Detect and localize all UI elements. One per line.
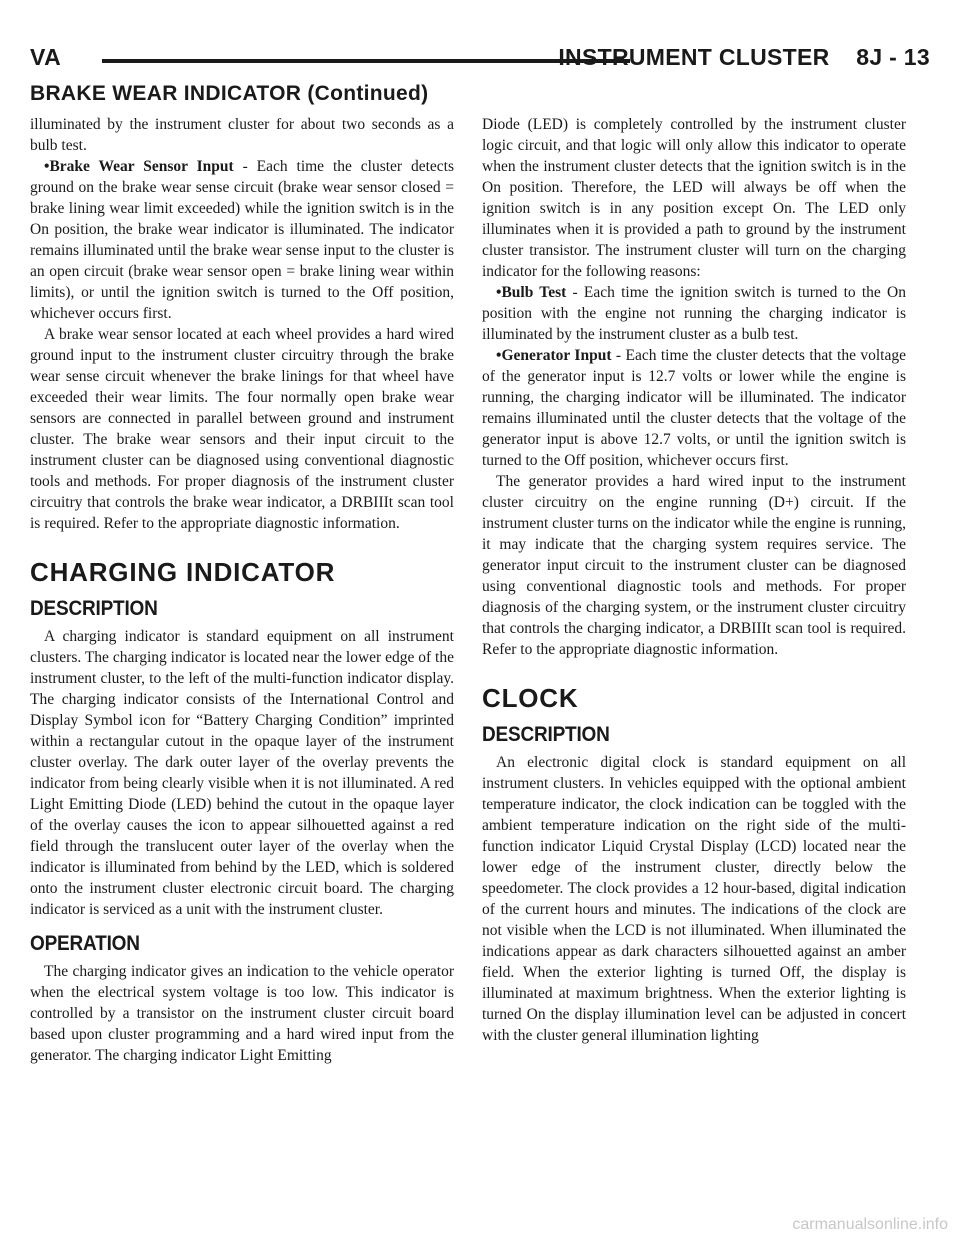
header-section-code: VA bbox=[30, 44, 62, 70]
paragraph: illuminated by the instrument cluster for about two seconds as a bulb test. bbox=[30, 116, 454, 154]
subheading-description: DESCRIPTION bbox=[30, 597, 158, 621]
bullet-term: Brake Wear Sensor Input bbox=[49, 158, 234, 175]
bullet-item bbox=[30, 156, 454, 324]
bullet-item bbox=[482, 345, 906, 471]
bullet-item bbox=[482, 282, 906, 345]
bullet-marker: • bbox=[496, 347, 502, 364]
section-heading-clock: CLOCK bbox=[482, 683, 579, 713]
bullet-marker: • bbox=[44, 158, 50, 175]
subheading-operation: OPERATION bbox=[30, 932, 140, 956]
paragraph: A charging indicator is standard equipment on all instrument clusters. The charging indicator is located near the lower edge of the instrument cluster, to the left of the multi-function indicator display. The charging indicator consists of the International Control and Display Symbol icon for “Battery Charging Condition” imprinted within a rectangular cutout in the opaque layer of the instrument cluster overlay. The dark outer layer of the overlay prevents the indicator from being clearly visible when it is not illuminated. A red Light Emitting Diode (LED) behind the cutout in the opaque layer of the overlay causes the icon to appear silhouetted against a red field through the translucent outer layer of the overlay when the indicator is illuminated from behind by the LED, which is soldered onto the instrument cluster electronic circuit board. The charging indicator is serviced as a unit with the instrument cluster. bbox=[30, 628, 454, 918]
bullet-marker: • bbox=[496, 284, 502, 301]
right-column bbox=[482, 114, 906, 1046]
bullet-text: - Each time the ignition switch is turned to the On position with the engine not running the charging indicator is illuminated by the instrument cluster as a bulb test. bbox=[482, 284, 906, 343]
bullet-term: Bulb Test bbox=[501, 284, 567, 301]
section-heading-charging-indicator: CHARGING INDICATOR bbox=[30, 557, 336, 587]
header-title-page: INSTRUMENT CLUSTER 8J - 13 bbox=[558, 44, 930, 70]
bullet-term: Generator Input bbox=[501, 347, 612, 364]
subheading-description: DESCRIPTION bbox=[482, 723, 610, 747]
watermark: carmanualsonline.info bbox=[792, 1216, 948, 1233]
header-rule bbox=[102, 59, 630, 63]
running-header bbox=[30, 44, 930, 78]
continued-heading: BRAKE WEAR INDICATOR (Continued) bbox=[30, 82, 429, 105]
paragraph: A brake wear sensor located at each wheel provides a hard wired ground input to the instrument cluster circuitry through the brake wear sense circuit whenever the brake linings for that wheel have exceeded their wear limits. The four normally open brake wear sensors are connected in parallel between ground and instrument cluster. The brake wear sensors and their input circuit to the instrument cluster can be diagnosed using conventional diagnostic tools and methods. For proper diagnosis of the instrument cluster circuitry that controls the brake wear indicator, a DRBIIIt scan tool is required. Refer to the appropriate diagnostic information. bbox=[30, 326, 454, 532]
bullet-text: - Each time the cluster detects ground on the brake wear sense circuit (brake wear sensor closed = brake lining wear limit exceeded) while the ignition switch is in the On position, the brake wear indicator is illuminated. The indicator remains illuminated until the brake wear sense input to the cluster is an open circuit (brake wear sensor open = brake lining wear within limits), or until the ignition switch is turned to the Off position, whichever occurs first. bbox=[30, 158, 454, 322]
paragraph: Diode (LED) is completely controlled by the instrument cluster logic circuit, and that logic will only allow this indicator to operate when the instrument cluster detects that the ignition switch is in the On position. Therefore, the LED will always be off when the ignition switch is in any position except On. The LED only illuminates when it is provided a path to ground by the instrument cluster transistor. The instrument cluster will turn on the charging indicator for the following reasons: bbox=[482, 116, 906, 280]
paragraph: The charging indicator gives an indication to the vehicle operator when the electrical system voltage is too low. This indicator is controlled by a transistor on the instrument cluster circuit board based upon cluster programming and a hard wired input from the generator. The charging indicator Light Emitting bbox=[30, 963, 454, 1064]
left-column bbox=[30, 114, 454, 1066]
paragraph: The generator provides a hard wired input to the instrument cluster circuitry on the engine running (D+) circuit. If the instrument cluster turns on the indicator while the engine is running, it may indicate that the charging system requires service. The generator input circuit to the instrument cluster can be diagnosed using conventional diagnostic tools and methods. For proper diagnosis of the charging system, or the instrument cluster circuitry that controls the charging indicator, a DRBIIIt scan tool is required. Refer to the appropriate diagnostic information. bbox=[482, 473, 907, 658]
bullet-text: - Each time the cluster detects that the voltage of the generator input is 12.7 volts or lower while the engine is running, the charging indicator will be illuminated. The indicator remains illuminated until the cluster detects that the voltage of the generator input is above 12.7 volts, or until the ignition switch is turned to the Off position, whichever occurs first. bbox=[482, 347, 906, 469]
paragraph: An electronic digital clock is standard equipment on all instrument clusters. In vehicles equipped with the optional ambient temperature indicator, the clock indication can be toggled with the ambient temperature indication on the right side of the multi-function indicator Liquid Crystal Display (LCD) located near the lower edge of the instrument cluster, directly below the speedometer. The clock provides a 12 hour-based, digital indication of the current hours and minutes. The indications of the clock are not visible when the LCD is not illuminated. When illuminated the indications appear as dark characters silhouetted against an amber field. When the exterior lighting is turned Off, the display is illuminated at maximum brightness. When the exterior lighting is turned On the display illumination level can be adjusted in concert with the cluster general illumination lighting bbox=[482, 754, 906, 1044]
